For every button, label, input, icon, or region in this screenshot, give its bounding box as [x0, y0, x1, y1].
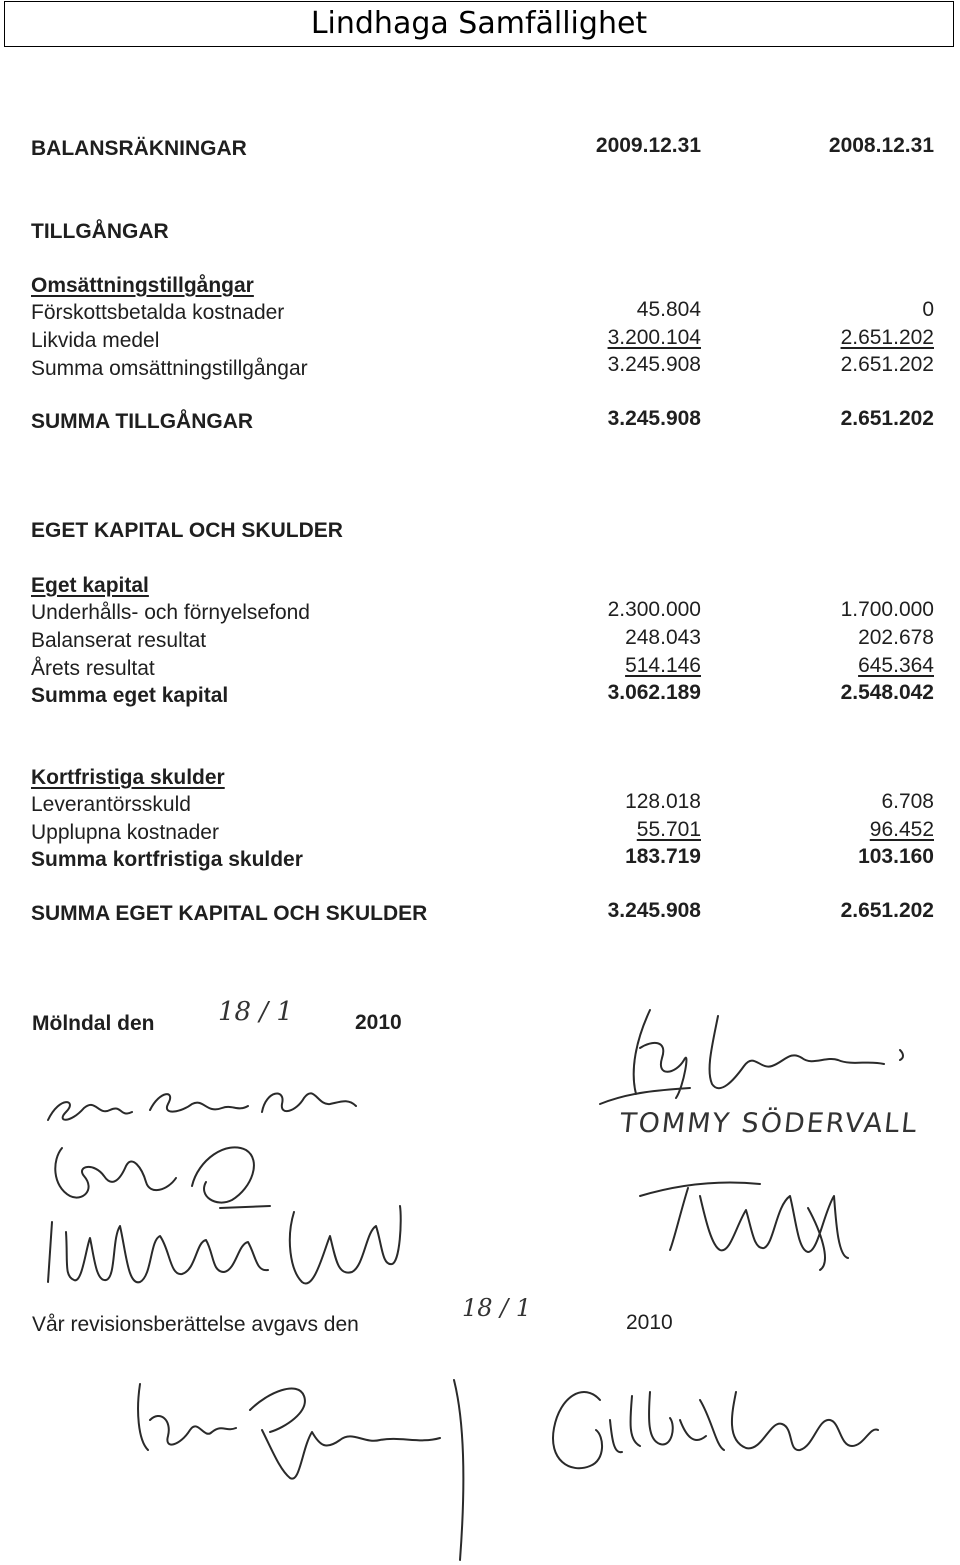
row-label: Summa omsättningstillgångar: [31, 357, 308, 380]
value-2009: 45.804: [636, 298, 701, 321]
total-equity-liabilities-label: SUMMA EGET KAPITAL OCH SKULDER: [31, 902, 428, 925]
total-assets-2009: 3.245.908: [607, 407, 701, 430]
signature-7: [553, 1392, 878, 1468]
value-2009: 2.300.000: [607, 598, 701, 621]
signature-3: [48, 1206, 401, 1284]
value-2009: 128.018: [625, 790, 701, 813]
value-2008: 2.651.202: [840, 353, 934, 376]
signature-5: [640, 1183, 848, 1271]
value-2009: 514.146: [625, 654, 701, 677]
value-2008: 202.678: [858, 626, 934, 649]
total-liabilities-2008: 103.160: [858, 845, 934, 868]
total-equity-liabilities-2008: 2.651.202: [840, 899, 934, 922]
equity-liabilities-heading: EGET KAPITAL OCH SKULDER: [31, 519, 343, 542]
signature-2: [55, 1147, 270, 1208]
value-2009: 248.043: [625, 626, 701, 649]
value-2009: 55.701: [636, 818, 701, 841]
value-2008: 645.364: [858, 654, 934, 677]
total-equity-2008: 2.548.042: [840, 681, 934, 704]
row-label: Balanserat resultat: [31, 629, 207, 652]
handwritten-date: 18 / 1: [218, 997, 293, 1027]
value-2008: 1.700.000: [840, 598, 934, 621]
header-title: Lindhaga Samfällighet: [310, 6, 648, 41]
row-label: Upplupna kostnader: [31, 821, 219, 844]
value-2009: 3.200.104: [607, 326, 701, 349]
column-header-2009: 2009.12.31: [595, 134, 701, 157]
liabilities-heading: Kortfristiga skulder: [31, 766, 225, 789]
value-2008: 96.452: [869, 818, 934, 841]
signature-1: [48, 1093, 356, 1120]
signature-4: [600, 1010, 903, 1104]
equity-heading: Eget kapital: [31, 574, 149, 597]
row-label: Årets resultat: [31, 657, 155, 680]
total-liabilities-label: Summa kortfristiga skulder: [31, 848, 303, 871]
row-label: Underhålls- och förnyelsefond: [31, 601, 310, 624]
audit-date-label: Vår revisionsberättelse avgavs den: [32, 1313, 359, 1336]
total-assets-label: SUMMA TILLGÅNGAR: [31, 410, 254, 433]
total-equity-2009: 3.062.189: [607, 681, 701, 704]
value-2008: 2.651.202: [840, 326, 934, 349]
place-date-label: Mölndal den: [32, 1012, 155, 1035]
place-year: 2010: [355, 1011, 402, 1034]
balance-title: BALANSRÄKNINGAR: [31, 137, 247, 160]
total-liabilities-2009: 183.719: [625, 845, 701, 868]
current-assets-heading: Omsättningstillgångar: [31, 274, 254, 297]
assets-heading: TILLGÅNGAR: [31, 220, 169, 243]
total-assets-2008: 2.651.202: [840, 407, 934, 430]
column-header-2008: 2008.12.31: [828, 134, 934, 157]
row-label: Leverantörsskuld: [31, 793, 191, 816]
signature-6: [138, 1380, 463, 1560]
printed-signer-name: TOMMY SÖDERVALL: [618, 1108, 920, 1139]
value-2008: 6.708: [881, 790, 934, 813]
audit-year: 2010: [626, 1311, 673, 1334]
total-equity-liabilities-2009: 3.245.908: [607, 899, 701, 922]
total-equity-label: Summa eget kapital: [31, 684, 229, 707]
row-label: Förskottsbetalda kostnader: [31, 301, 285, 324]
handwritten-audit-date: 18 / 1: [462, 1294, 532, 1322]
value-2009: 3.245.908: [607, 353, 701, 376]
row-label: Likvida medel: [31, 329, 160, 352]
value-2008: 0: [922, 298, 934, 321]
